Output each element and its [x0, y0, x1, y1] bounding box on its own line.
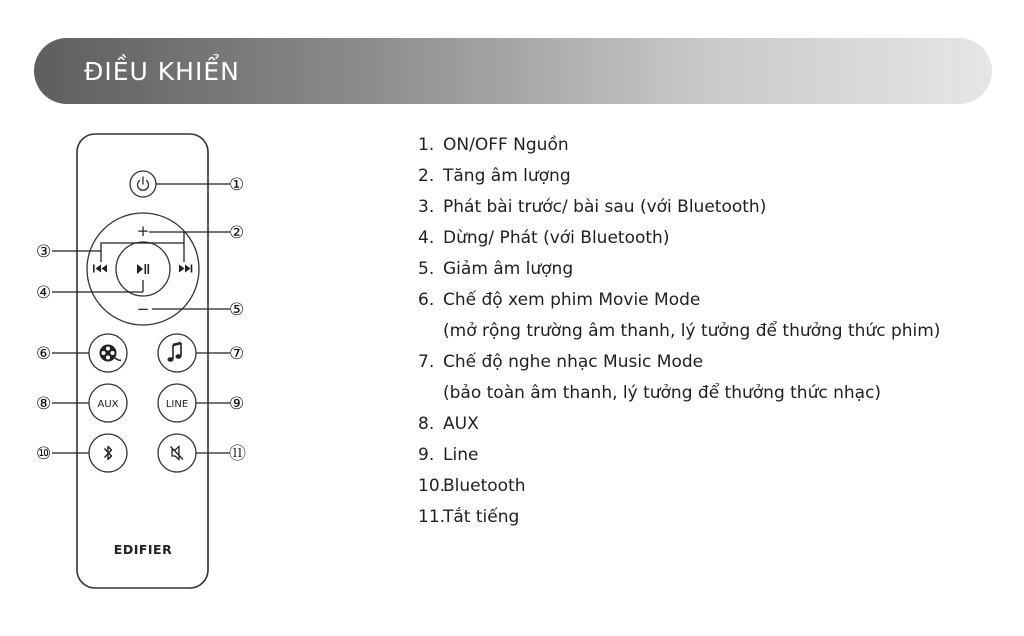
legend-item	[418, 347, 1008, 409]
mute-button[interactable]	[158, 434, 196, 472]
legend-item-text: Tăng âm lượng	[443, 166, 571, 186]
aux-button[interactable]	[89, 384, 127, 422]
controls-legend	[418, 130, 1008, 533]
callout-2: ②	[229, 223, 245, 243]
music-mode-button[interactable]	[158, 334, 196, 372]
callout-7: ⑦	[229, 344, 245, 364]
legend-item-number: 11.	[418, 507, 446, 527]
line-button-label: LINE	[165, 399, 189, 410]
legend-item-text: Giảm âm lượng	[443, 259, 574, 279]
legend-item	[418, 192, 1008, 223]
legend-item	[418, 161, 1008, 192]
remote-control-diagram	[0, 0, 400, 636]
callout-9: ⑨	[229, 394, 245, 414]
legend-item	[418, 409, 1008, 440]
legend-item-text: Chế độ nghe nhạc Music Mode	[443, 352, 704, 372]
bluetooth-button[interactable]	[89, 434, 127, 472]
legend-item-text: Line	[443, 445, 479, 465]
remote-brand-logo: EDIFIER	[113, 542, 173, 557]
callout-11: ⑪	[229, 444, 246, 464]
legend-item-text: Dừng/ Phát (với Bluetooth)	[443, 228, 670, 248]
legend-item-text: Phát bài trước/ bài sau (với Bluetooth)	[443, 197, 767, 217]
legend-item-number: 3.	[418, 197, 435, 217]
legend-item-text: ON/OFF Nguồn	[443, 135, 569, 155]
legend-item-number: 6.	[418, 290, 435, 310]
section-title: ĐIỀU KHIỂN	[84, 57, 240, 86]
callout-4: ④	[36, 283, 52, 303]
legend-item-number: 4.	[418, 228, 435, 248]
callout-5: ⑤	[229, 300, 245, 320]
legend-item-subtext: (bảo toàn âm thanh, lý tưởng để thưởng thức nhạc)	[443, 383, 882, 403]
aux-button-label: AUX	[97, 399, 119, 410]
legend-item-text: Tắt tiếng	[443, 507, 520, 527]
legend-item-number: 5.	[418, 259, 435, 279]
callout-1: ①	[229, 175, 245, 195]
legend-item	[418, 254, 1008, 285]
legend-item-number: 1.	[418, 135, 435, 155]
volume-up-symbol[interactable]: +	[136, 222, 150, 240]
legend-item-number: 10.	[418, 476, 446, 496]
legend-item	[418, 285, 1008, 347]
legend-item	[418, 471, 1008, 502]
line-button[interactable]	[158, 384, 196, 422]
callout-6: ⑥	[36, 344, 52, 364]
volume-down-symbol[interactable]: −	[136, 300, 150, 318]
legend-item-number: 8.	[418, 414, 435, 434]
legend-item	[418, 502, 1008, 533]
legend-item-number: 7.	[418, 352, 435, 372]
legend-item-subtext: (mở rộng trường âm thanh, lý tưởng để thưởng thức phim)	[443, 321, 941, 341]
movie-mode-button[interactable]	[89, 334, 127, 372]
power-button[interactable]	[130, 171, 156, 197]
callout-8: ⑧	[36, 394, 52, 414]
legend-item	[418, 223, 1008, 254]
callout-3: ③	[36, 242, 52, 262]
legend-item	[418, 130, 1008, 161]
callout-10: ⑩	[36, 444, 52, 464]
legend-item-text: AUX	[443, 414, 479, 434]
legend-item-number: 2.	[418, 166, 435, 186]
legend-item	[418, 440, 1008, 471]
legend-item-text: Chế độ xem phim Movie Mode	[443, 290, 701, 310]
legend-item-text: Bluetooth	[443, 476, 526, 496]
legend-item-number: 9.	[418, 445, 435, 465]
